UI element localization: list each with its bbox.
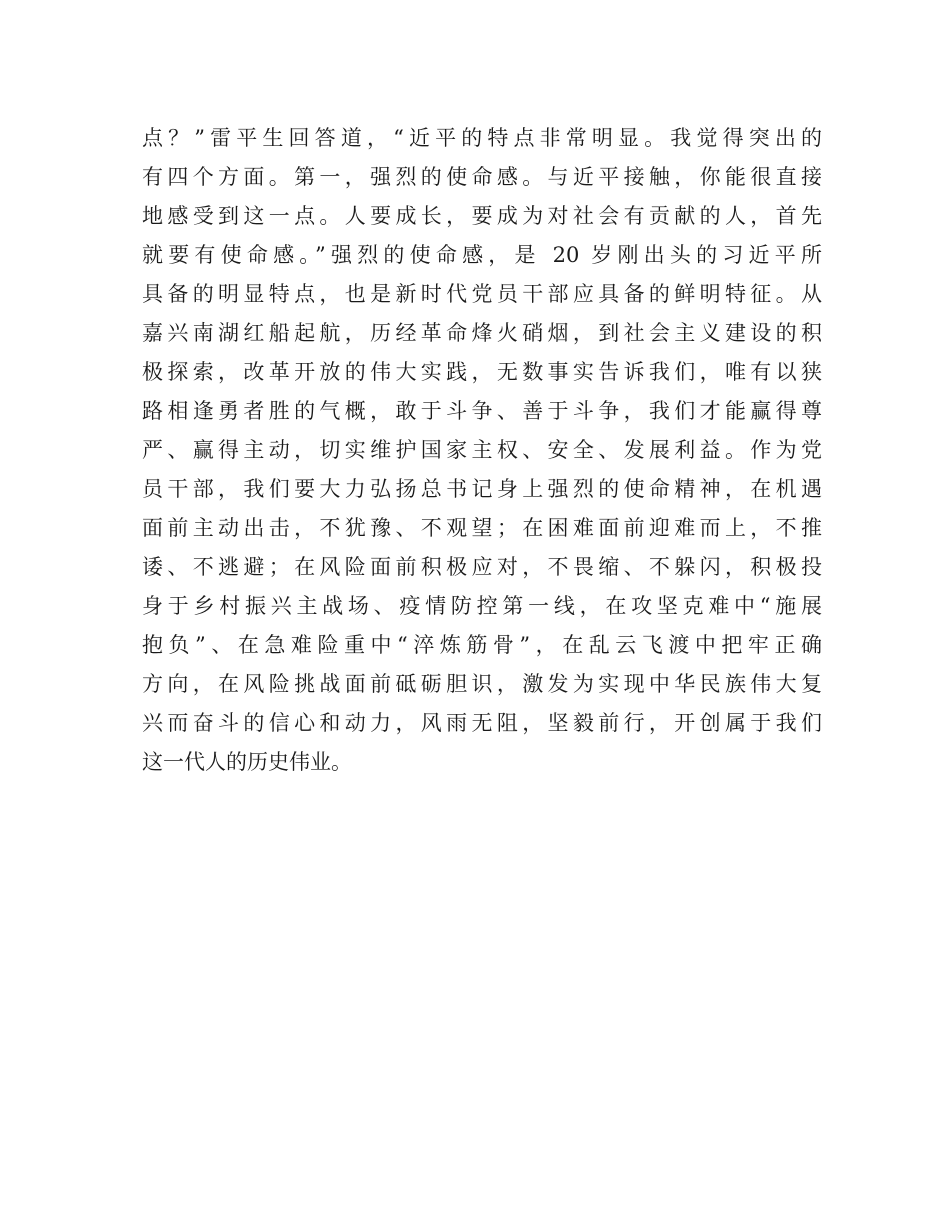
paragraph-line: 有四个方面。第一，强烈的使命感。与近平接触，你能很直接 [142,165,822,189]
paragraph-line: 地感受到这一点。人要成长，要成为对社会有贡献的人，首先 [142,204,822,228]
body-paragraph [142,119,822,782]
paragraph-line: 面前主动出击，不犹豫、不观望；在困难面前迎难而上，不推 [142,516,822,540]
paragraph-line: 嘉兴南湖红船起航，历经革命烽火硝烟，到社会主义建设的积 [142,321,822,345]
paragraph-line: 路相逢勇者胜的气概，敢于斗争、善于斗争，我们才能赢得尊 [142,399,822,423]
paragraph-line: 员干部，我们要大力弘扬总书记身上强烈的使命精神，在机遇 [142,477,822,501]
paragraph-line: 就要有使命感。”强烈的使命感，是 20 岁刚出头的习近平所 [142,243,822,267]
paragraph-line: 诿、不逃避；在风险面前积极应对，不畏缩、不躲闪，积极投 [142,555,822,579]
paragraph-line: 兴而奋斗的信心和动力，风雨无阻，坚毅前行，开创属于我们 [142,711,822,735]
paragraph-line: 极探索，改革开放的伟大实践，无数事实告诉我们，唯有以狭 [142,360,822,384]
paragraph-line: 身于乡村振兴主战场、疫情防控第一线，在攻坚克难中“施展 [142,594,822,618]
paragraph-line: 这一代人的历史伟业。 [142,750,352,774]
paragraph-line: 点？”雷平生回答道，“近平的特点非常明显。我觉得突出的 [142,126,822,150]
paragraph-line: 具备的明显特点，也是新时代党员干部应具备的鲜明特征。从 [142,282,822,306]
paragraph-line: 抱负”、在急难险重中“淬炼筋骨”，在乱云飞渡中把牢正确 [142,633,822,657]
paragraph-line: 方向，在风险挑战面前砥砺胆识，激发为实现中华民族伟大复 [142,672,822,696]
paragraph-line: 严、赢得主动，切实维护国家主权、安全、发展利益。作为党 [142,438,822,462]
